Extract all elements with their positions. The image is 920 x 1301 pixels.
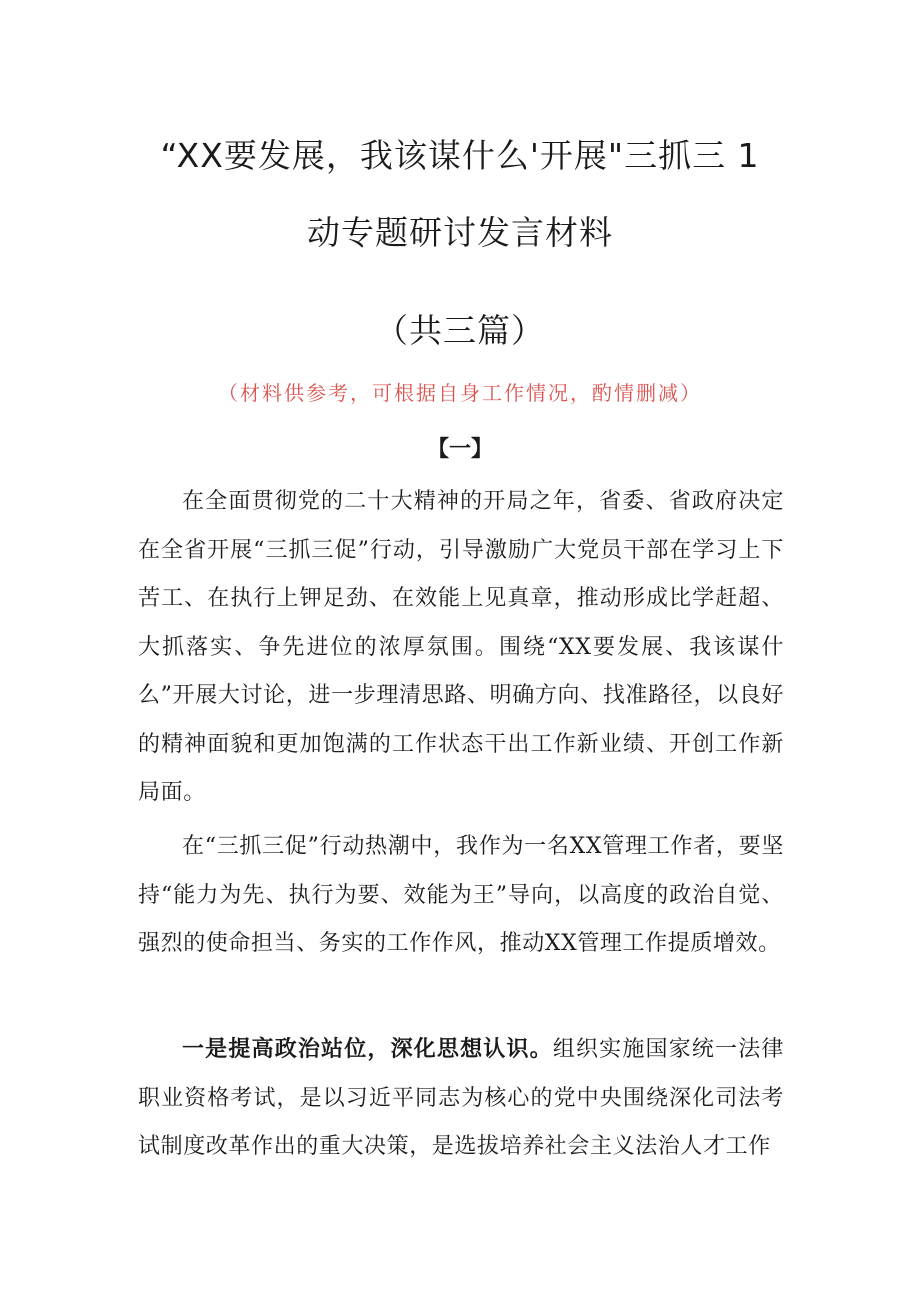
paragraph-3-lead: 一是提高政治站位，深化思想认识。	[182, 1036, 553, 1062]
body-paragraph-3	[138, 1025, 784, 1172]
paragraph-2-text: 在“三抓三促”行动热潮中，我作为一名XX管理工作者，要坚持“能力为先、执行为要、效能为王”导向，以高度的政治自觉、强烈的使命担当、务实的工作作风，推动XX管理工作提质增效。	[138, 834, 784, 956]
body-paragraph-2	[138, 823, 784, 969]
paragraph-3-text: 组织实施国家统一法律职业资格考试，是以习近平同志为核心的党中央围绕深化司法考试制度改革作出的重大决策，是选拔培养社会主义法治人才工作	[138, 1037, 784, 1159]
document-title-line-2: 动专题研讨发言材料	[307, 213, 613, 252]
reference-note: （材料供参考，可根据自身工作情况，酌情删减）	[218, 381, 702, 405]
body-paragraph-1	[138, 478, 784, 818]
document-subtitle: （共三篇）	[375, 311, 545, 350]
section-marker: 【一】	[426, 436, 493, 462]
document-title-line-1: “XX要发展，我该谋什么'开展"三抓三 1	[160, 136, 760, 175]
paragraph-1-text: 在全面贯彻党的二十大精神的开局之年，省委、省政府决定在全省开展“三抓三促”行动，引导激励广大党员干部在学习上下苦工、在执行上钾足劲、在效能上见真章，推动形成比学赶超、大抓落实、争先进位的浓厚氛围。围绕“XX要发展、我该谋什么”开展大讨论，进一步理清思路、明确方向、找准路径，以良好的精神面貌和更加饱满的工作状态干出工作新业绩、开创工作新局面。	[138, 489, 784, 805]
